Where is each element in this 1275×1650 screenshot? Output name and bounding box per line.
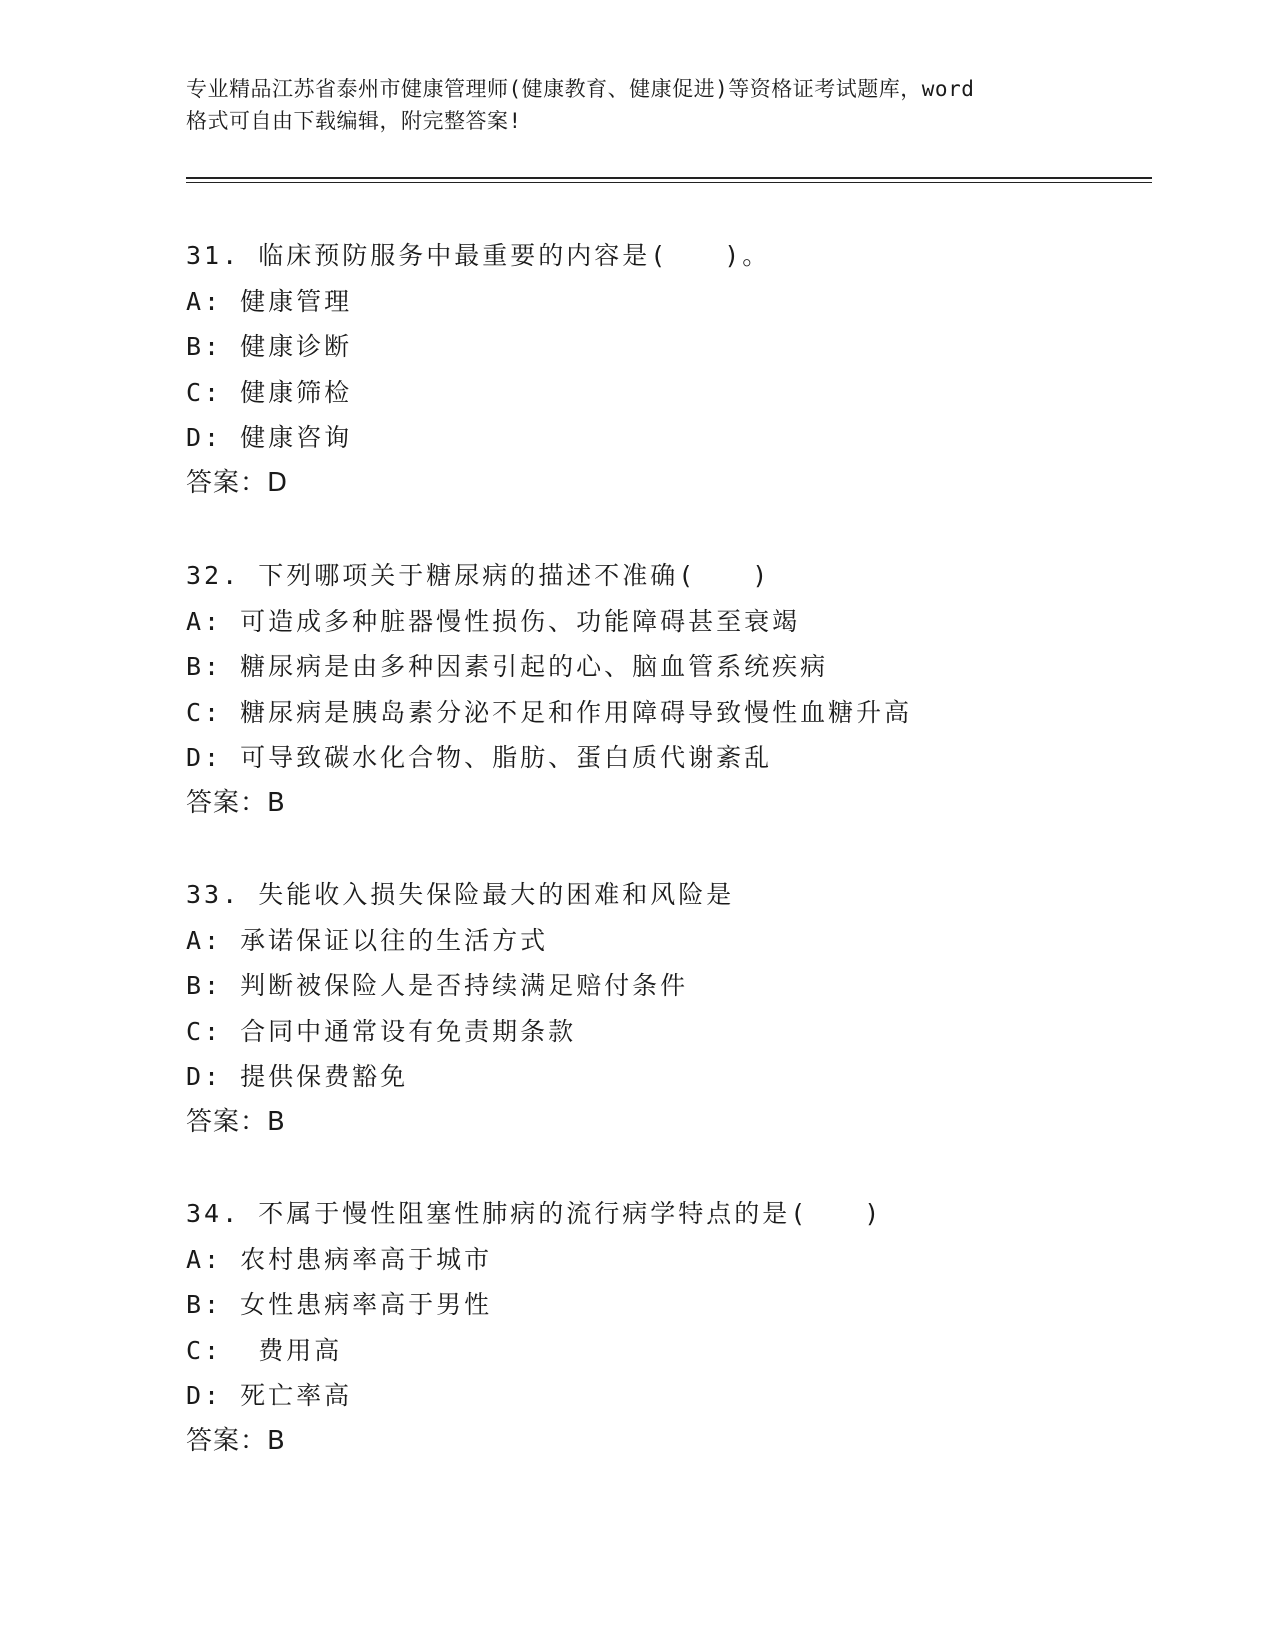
option-a: A: 农村患病率高于城市: [186, 1244, 493, 1274]
answer-line: 答案：B: [186, 1106, 286, 1137]
question-stem: 33. 失能收入损失保险最大的困难和风险是: [186, 880, 735, 909]
header-line-1: 专业精品江苏省泰州市健康管理师(健康教育、健康促进)等资格证考试题库，word: [186, 77, 975, 101]
option-c: C: 费用高: [186, 1335, 343, 1365]
document-header: [186, 73, 1086, 137]
option-a: A: 健康管理: [186, 286, 353, 316]
header-divider: [186, 177, 1152, 183]
question-stem: 32. 下列哪项关于糖尿病的描述不准确( ): [186, 561, 771, 590]
question-stem: 31. 临床预防服务中最重要的内容是( )。: [186, 241, 771, 270]
option-d: D: 健康咨询: [186, 423, 353, 452]
answer-line: 答案：B: [186, 1425, 286, 1456]
option-a: A: 可造成多种脏器慢性损伤、功能障碍甚至衰竭: [186, 606, 801, 636]
option-c: C: 健康筛检: [186, 377, 353, 407]
option-b: B: 判断被保险人是否持续满足赔付条件: [186, 971, 689, 1000]
question-stem: 34. 不属于慢性阻塞性肺病的流行病学特点的是( ): [186, 1199, 883, 1228]
option-a: A: 承诺保证以往的生活方式: [186, 925, 549, 955]
option-d: D: 死亡率高: [186, 1381, 353, 1410]
question-32: [186, 553, 1166, 826]
question-31: [186, 233, 1166, 506]
answer-line: 答案：B: [186, 787, 286, 818]
option-b: B: 健康诊断: [186, 332, 353, 361]
option-d: D: 提供保费豁免: [186, 1062, 409, 1091]
option-b: B: 糖尿病是由多种因素引起的心、脑血管系统疾病: [186, 652, 829, 681]
option-c: C: 合同中通常设有免责期条款: [186, 1016, 577, 1046]
option-d: D: 可导致碳水化合物、脂肪、蛋白质代谢紊乱: [186, 743, 773, 772]
question-33: [186, 872, 1166, 1145]
question-34: [186, 1191, 1166, 1464]
answer-line: 答案：D: [186, 467, 289, 498]
option-c: C: 糖尿病是胰岛素分泌不足和作用障碍导致慢性血糖升高: [186, 697, 913, 727]
header-line-2: 格式可自由下载编辑，附完整答案!: [186, 109, 522, 133]
option-b: B: 女性患病率高于男性: [186, 1290, 493, 1319]
